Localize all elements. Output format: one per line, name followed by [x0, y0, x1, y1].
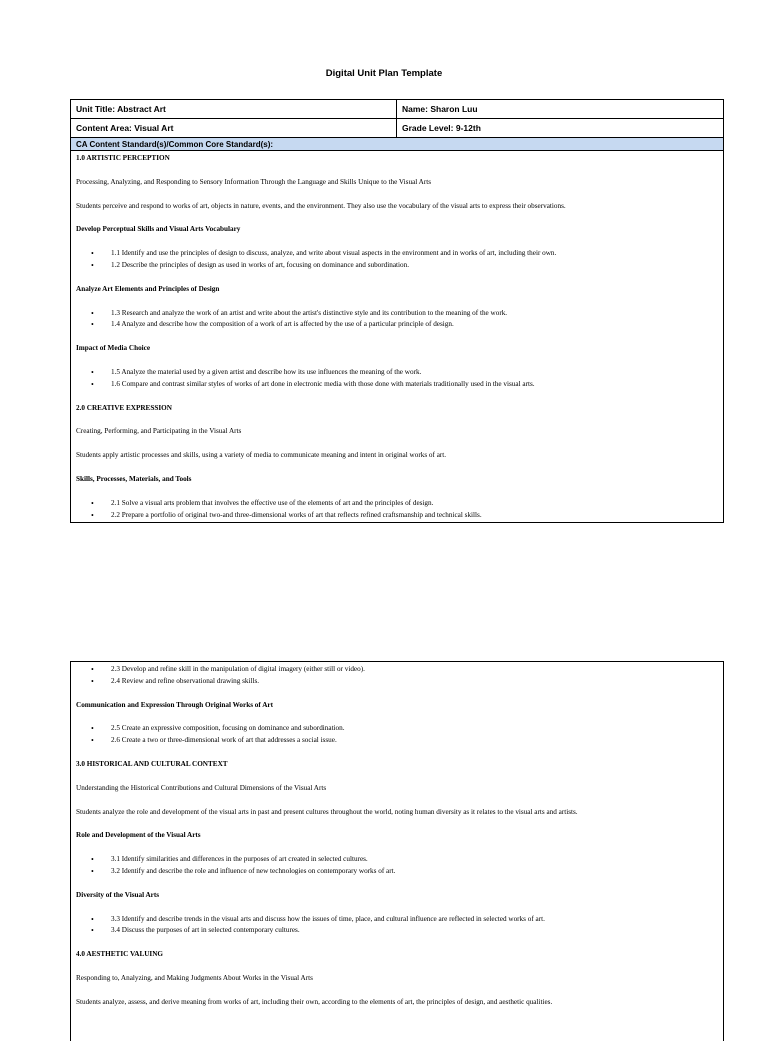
list-item: • 1.2 Describe the principles of design as used in works of art, focusing on dominance and subordination.	[111, 260, 718, 272]
list-item: • 3.3 Identify and describe trends in the visual arts and discuss how the issues of time, place, and cultural influence are reflected in selected works of art.	[111, 914, 718, 926]
grade-level-cell: Grade Level: 9-12th	[402, 123, 481, 133]
section-heading: 4.0 AESTHETIC VALUING	[76, 950, 164, 959]
section-description: Students analyze the role and development of the visual arts in past and present cultures throughout the world, noting human diversity as it relates to the visual arts and artists.	[76, 807, 578, 816]
page-title: Digital Unit Plan Template	[325, 68, 443, 79]
group-title: Skills, Processes, Materials, and Tools	[76, 474, 192, 483]
group-title: Impact of Media Choice	[76, 344, 151, 353]
section-heading: 2.0 CREATIVE EXPRESSION	[76, 403, 172, 412]
standards-list	[76, 723, 718, 747]
standards-list	[76, 854, 718, 878]
standards-body-1	[71, 151, 723, 523]
list-item: • 1.3 Research and analyze the work of an artist and write about the artist's distinctive style and its contribution to the meaning of the work.	[111, 308, 718, 320]
standards-list	[76, 914, 718, 938]
list-item: • 3.1 Identify similarities and differences in the purposes of art created in selected cultures.	[111, 854, 718, 866]
group-title: Develop Perceptual Skills and Visual Arts Vocabulary	[76, 225, 241, 234]
standards-list	[76, 664, 718, 688]
standards-list	[76, 308, 718, 332]
unit-plan-table-page-2	[70, 661, 724, 1041]
section-description: Students perceive and respond to works of art, objects in nature, events, and the environment. They also use the vocabulary of the visual arts to express their observations.	[76, 201, 566, 210]
header-row-2	[71, 119, 723, 138]
standards-header: CA Content Standard(s)/Common Core Standard(s):	[71, 138, 723, 151]
section-heading: 3.0 HISTORICAL AND CULTURAL CONTEXT	[76, 759, 228, 768]
list-item: • 1.1 Identify and use the principles of design to discuss, analyze, and write about visual aspects in the environment and in works of art, including their own.	[111, 248, 718, 260]
list-item: • 1.4 Analyze and describe how the composition of a work of art is affected by the use of a particular principle of design.	[111, 319, 718, 331]
list-item: • 2.3 Develop and refine skill in the manipulation of digital imagery (either still or video).	[111, 664, 718, 676]
group-title: Diversity of the Visual Arts	[76, 890, 160, 899]
list-item: • 3.2 Identify and describe the role and influence of new technologies on contemporary works of art.	[111, 866, 718, 878]
unit-title-cell: Unit Title: Abstract Art	[71, 100, 397, 118]
group-title: Role and Development of the Visual Arts	[76, 831, 201, 840]
section-subtitle: Responding to, Analyzing, and Making Judgments About Works in the Visual Arts	[76, 973, 313, 982]
content-area-cell: Content Area: Visual Art	[71, 119, 397, 137]
list-item: • 2.2 Prepare a portfolio of original two-and three-dimensional works of art that reflects refined craftsmanship and technical skills.	[111, 510, 718, 522]
section-description: Students analyze, assess, and derive meaning from works of art, including their own, according to the elements of art, the principles of design, and aesthetic qualities.	[76, 997, 553, 1006]
section-subtitle: Processing, Analyzing, and Responding to Sensory Information Through the Language and Skills Unique to the Visual Arts	[76, 177, 432, 186]
standards-list	[76, 248, 718, 272]
list-item: • 2.6 Create a two or three-dimensional work of art that addresses a social issue.	[111, 735, 718, 747]
list-item: • 2.4 Review and refine observational drawing skills.	[111, 676, 718, 688]
list-item: • 2.5 Create an expressive composition, focusing on dominance and subordination.	[111, 723, 718, 735]
section-description: Students apply artistic processes and skills, using a variety of media to communicate meaning and intent in original works of art.	[76, 451, 447, 460]
section-subtitle: Creating, Performing, and Participating in the Visual Arts	[76, 427, 242, 436]
list-item: • 1.5 Analyze the material used by a given artist and describe how its use influences the meaning of the work.	[111, 367, 718, 379]
list-item: • 2.1 Solve a visual arts problem that involves the effective use of the elements of art and the principles of design.	[111, 498, 718, 510]
list-item: • 3.4 Discuss the purposes of art in selected contemporary cultures.	[111, 925, 718, 937]
header-row-1	[71, 100, 723, 119]
section-heading: 1.0 ARTISTIC PERCEPTION	[76, 154, 170, 162]
group-title: Communication and Expression Through Original Works of Art	[76, 700, 273, 709]
standards-body-2	[71, 662, 723, 1011]
list-item: • 1.6 Compare and contrast similar styles of works of art done in electronic media with those done with materials traditionally used in the visual arts.	[111, 379, 718, 391]
section-subtitle: Understanding the Historical Contributions and Cultural Dimensions of the Visual Arts	[76, 783, 327, 792]
standards-list	[76, 498, 718, 522]
standards-list	[76, 367, 718, 391]
group-title: Analyze Art Elements and Principles of Design	[76, 284, 220, 293]
name-cell: Name: Sharon Luu	[402, 104, 478, 114]
unit-plan-table-page-1	[70, 99, 724, 523]
